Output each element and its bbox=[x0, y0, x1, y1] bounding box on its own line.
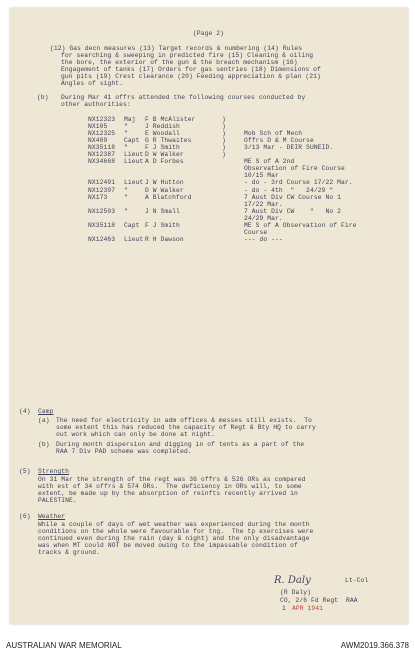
course-cell-no: NX105 bbox=[88, 123, 108, 130]
course-cell-name: J N Small bbox=[145, 207, 180, 215]
course-cell-brace: ) bbox=[222, 144, 226, 152]
course-cell-name: J Reddish bbox=[145, 123, 180, 130]
course-cell-course: Offrs D & M Course bbox=[244, 137, 314, 145]
course-cell-rank: Lieut bbox=[124, 158, 144, 166]
course-cell-rank: Capt bbox=[124, 221, 140, 229]
course-cell-name: G R Thwaites bbox=[145, 137, 192, 145]
course-cell-rank: Lieut bbox=[124, 235, 144, 243]
course-cell-course: - do - 3rd Course 17/22 Mar. bbox=[244, 179, 353, 187]
course-cell-no: NX12325 bbox=[88, 130, 116, 138]
course-cell-rank: " bbox=[124, 123, 128, 130]
course-cell-name: A Blatchford bbox=[145, 193, 192, 201]
section-number: (4) bbox=[19, 408, 31, 415]
course-cell-name: F J Smith bbox=[145, 144, 180, 152]
camp-a-marker: (a) bbox=[38, 417, 50, 424]
course-cell-name: F J Smith bbox=[145, 221, 180, 229]
course-cell-course: Observation of Fire Course bbox=[244, 165, 345, 173]
signature-name: (R Daly) bbox=[280, 589, 312, 596]
course-cell-rank: " bbox=[124, 193, 128, 201]
intro-line: gun pits (19) Crest clearance (20) Feeding appreciation & plan (21) bbox=[61, 73, 321, 80]
strength-line: extent, be made up by the absorption of reinfts recently arrived in bbox=[38, 490, 298, 497]
course-cell-course: ME S of A Observation of Fire bbox=[244, 221, 357, 229]
course-cell-no: NX12323 bbox=[88, 116, 116, 123]
course-cell-no: NX34668 bbox=[88, 158, 116, 166]
weather-line: was when MT could NOT be moved owing to the impassable condition of bbox=[38, 542, 298, 549]
course-cell-rank: Maj bbox=[124, 116, 136, 123]
course-cell-no: NX12491 bbox=[88, 179, 116, 187]
intro-line: (12) Gas decn measures (13) Target records & numbering (14) Rules bbox=[50, 45, 303, 52]
course-cell-name: D W Walker bbox=[145, 186, 184, 194]
camp-b-line: During month dispersion and digging in of tents as a part of the bbox=[56, 441, 305, 448]
signature-unit: CO, 2/6 Fd Regt RAA bbox=[280, 597, 358, 604]
course-cell-rank: Lieut bbox=[124, 179, 144, 187]
course-cell-rank: " bbox=[124, 144, 128, 152]
course-cell-course: Mob Sch of Mech bbox=[244, 130, 303, 138]
course-cell-brace: ) bbox=[222, 137, 226, 145]
para-b-marker: (b) bbox=[37, 94, 49, 101]
course-cell-course: 7 Aust Div CW Course No 1 bbox=[244, 193, 341, 201]
intro-line: the bore, the exterior of the gun & the breach mechanism (16) bbox=[61, 59, 298, 66]
date-stamp: APR 1941 bbox=[292, 605, 324, 612]
course-cell-no: NX173 bbox=[88, 193, 108, 201]
course-cell-rank: Capt bbox=[124, 137, 140, 145]
course-cell-course: --- do --- bbox=[244, 235, 283, 243]
camp-a-line: The need for electricity in adm offices & messes still exists. To bbox=[56, 417, 312, 424]
course-cell-name: D W Walker bbox=[145, 151, 184, 159]
course-cell-no: NX12503 bbox=[88, 207, 116, 215]
weather-line: tracks & ground. bbox=[38, 549, 101, 556]
para-b-line: other authorities: bbox=[61, 101, 131, 108]
section-heading: Camp bbox=[38, 408, 54, 415]
section-heading: Strength bbox=[38, 468, 70, 475]
course-cell-course: Course bbox=[244, 228, 268, 236]
course-cell-name: J W Hutton bbox=[145, 179, 184, 187]
handwritten-signature: R. Daly bbox=[274, 575, 311, 586]
weather-line: continued even during the rain (day & night) and the only disadvantage bbox=[38, 535, 310, 542]
signature-rank: Lt-Col bbox=[345, 577, 369, 584]
course-cell-rank: " bbox=[124, 207, 128, 215]
footer-record-id: AWM2019.366.378 bbox=[340, 641, 409, 650]
course-cell-no: NX12463 bbox=[88, 235, 116, 243]
course-cell-name: A D Forbes bbox=[145, 158, 184, 166]
camp-a-line: some extent this has reduced the capacity of Regt & Bty HQ to carry bbox=[56, 424, 316, 431]
course-cell-rank: Lieut bbox=[124, 151, 144, 159]
intro-line: for searching & sweeping in predicted fire (15) Cleaning & oiling bbox=[61, 52, 314, 59]
course-cell-no: NX35118 bbox=[88, 144, 116, 152]
date-day: 1 bbox=[282, 605, 286, 612]
course-cell-rank: " bbox=[124, 130, 128, 138]
course-cell-no: NX409 bbox=[88, 137, 108, 145]
section-number: (5) bbox=[19, 468, 31, 475]
page-header: (Page 2) bbox=[193, 30, 225, 37]
camp-b-line: RAA 7 Div PAD scheme was completed. bbox=[56, 448, 192, 455]
camp-b-marker: (b) bbox=[38, 441, 50, 448]
course-cell-name: R H Dawson bbox=[145, 235, 184, 243]
course-cell-course: 24/29 Mar. bbox=[244, 214, 283, 222]
section-number: (6) bbox=[19, 513, 31, 520]
course-cell-brace: ) bbox=[222, 130, 226, 138]
course-cell-rank: " bbox=[124, 186, 128, 194]
course-cell-name: F B McAlister bbox=[145, 116, 196, 123]
weather-line: While a couple of days of wet weather was experienced during the month bbox=[38, 521, 310, 528]
course-cell-course: - do - 4th " 24/29 " bbox=[244, 186, 334, 194]
course-cell-no: NX12387 bbox=[88, 151, 116, 159]
strength-line: with est of 34 offrs & 574 ORs. The deficiency in ORs will, to some bbox=[38, 483, 302, 490]
strength-line: On 31 Mar the strength of the regt was 36 offrs & 526 ORs as compared bbox=[38, 476, 306, 483]
weather-line: conditions on the whole were favourable for tng. The tp exercises were bbox=[38, 528, 314, 535]
camp-a-line: out work which can only be done at night. bbox=[56, 431, 216, 438]
footer-institution: AUSTRALIAN WAR MEMORIAL bbox=[6, 641, 122, 650]
course-cell-course: 10/15 Mar bbox=[244, 172, 279, 180]
course-cell-no: NX12397 bbox=[88, 186, 116, 194]
para-b-line: During Mar 41 offrs attended the following courses conducted by bbox=[61, 94, 306, 101]
course-cell-no: NX35118 bbox=[88, 221, 116, 229]
course-cell-brace: ) bbox=[222, 123, 226, 130]
intro-line: Engagement of tanks (17) Orders for gas sentries (18) Dimensions of bbox=[61, 66, 321, 73]
course-cell-course: 17/22 Mar. bbox=[244, 200, 283, 208]
strength-line: PALESTINE. bbox=[38, 497, 77, 504]
course-cell-name: E Woodall bbox=[145, 130, 180, 138]
course-cell-brace: ) bbox=[222, 116, 226, 123]
course-cell-course: 7 Aust Div CW " No 2 bbox=[244, 207, 341, 215]
course-cell-course: ME S of A 2nd bbox=[244, 158, 295, 166]
intro-line: Angles of sight. bbox=[61, 80, 124, 87]
section-heading: Weather bbox=[38, 513, 66, 520]
course-cell-course: 3/13 Mar - DEIR SUNEID. bbox=[244, 144, 334, 152]
course-cell-brace: ) bbox=[222, 151, 226, 159]
